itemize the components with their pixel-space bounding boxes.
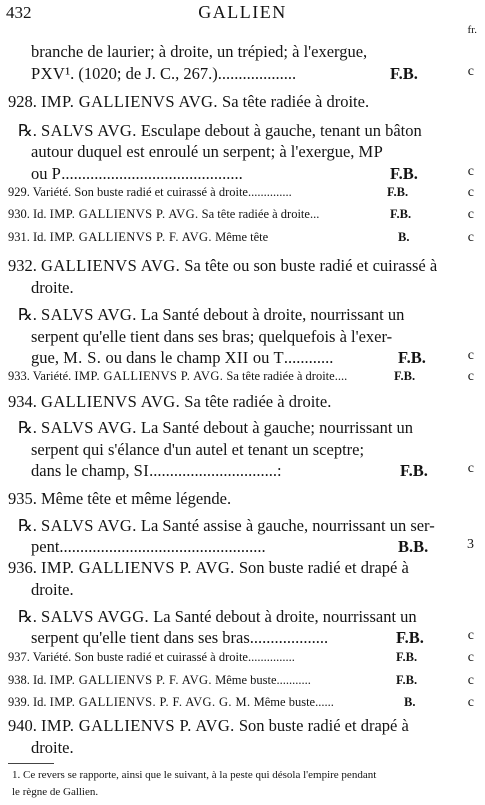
coin-legend: SALVS AVG. <box>41 121 137 140</box>
entry-text-part: Sa tête ou son buste radié et cuirassé à <box>180 256 438 275</box>
entry-text <box>18 121 422 141</box>
price-mark: c <box>467 695 474 710</box>
price-mark: 3 <box>467 537 474 552</box>
entry-text-part: droite. <box>31 738 74 757</box>
entry-text-part: Même buste...... <box>250 695 334 709</box>
coin-legend: T <box>273 348 284 367</box>
column-label: fr. <box>467 24 477 36</box>
coin-legend: M. S. <box>63 348 102 367</box>
entry-text-part: ou <box>31 164 52 183</box>
price-mark: c <box>467 650 474 665</box>
entry-text-part: Son buste radié et drapé à <box>234 716 409 735</box>
entry-text-part: 934. <box>8 392 41 411</box>
coin-legend: SALVS AVGG. <box>41 607 150 626</box>
value-grade: F.B. <box>400 461 428 480</box>
entry-text-part: 939. Id. <box>8 695 50 709</box>
entry-text <box>8 256 437 276</box>
entry-text-part: Même tête <box>211 230 269 244</box>
entry-text <box>31 278 74 298</box>
entry-text <box>8 185 292 200</box>
entry-text-part: autour duquel est enroulé un serpent; à l'exergue, <box>31 142 359 161</box>
price-mark: c <box>467 461 474 476</box>
value-grade: F.B. <box>396 673 418 687</box>
value-grade: F.B. <box>390 207 412 221</box>
coin-legend: IMP. GALLIENVS P. AVG. <box>74 369 224 383</box>
entry-text <box>31 348 333 368</box>
price-mark: c <box>467 230 474 245</box>
entry-text-part: 933. Variété. <box>8 369 75 383</box>
value-grade: B. <box>398 230 410 244</box>
value-grade: F.B. <box>390 164 418 183</box>
entry-text-part: ℞. <box>18 607 42 626</box>
entry-text <box>31 164 243 184</box>
entry-text <box>18 607 417 627</box>
price-mark: c <box>467 673 474 688</box>
coin-legend: IMP. GALLIENVS P. AVG. <box>49 207 199 221</box>
coin-legend: XII <box>224 348 249 367</box>
coin-legend: PXV <box>31 64 66 83</box>
entry-text <box>31 628 328 648</box>
entry-text <box>8 695 334 710</box>
entry-text <box>8 673 311 688</box>
coin-legend: SI <box>133 461 150 480</box>
value-grade: B.B. <box>398 537 429 556</box>
entry-text-part: ...............................: <box>149 461 282 480</box>
coin-legend: IMP. GALLIENVS P. AVG. <box>41 558 235 577</box>
entry-text-part: 928. <box>8 92 41 111</box>
footnote-separator <box>8 763 54 764</box>
entry-text-part: gue, <box>31 348 64 367</box>
coin-legend: SALVS AVG. <box>41 516 137 535</box>
entry-text-part: La Santé assise à gauche, nourrissant un ser- <box>136 516 435 535</box>
entry-text <box>31 64 296 84</box>
entry-text-part: ou dans le champ <box>101 348 225 367</box>
entry-text <box>8 92 369 112</box>
entry-text-part: ............ <box>283 348 334 367</box>
entry-text-part: 931. Id. <box>8 230 50 244</box>
price-mark: c <box>467 164 474 179</box>
entry-text-part: Son buste radié et drapé à <box>234 558 409 577</box>
value-grade: F.B. <box>396 628 424 647</box>
value-grade: F.B. <box>390 64 418 83</box>
coin-legend: GALLIENVS AVG. <box>41 392 181 411</box>
coin-legend: MP <box>358 142 384 161</box>
entry-text <box>8 207 319 222</box>
entry-text <box>31 461 282 481</box>
entry-text <box>8 489 231 509</box>
coin-legend: P <box>51 164 62 183</box>
coin-legend: IMP. GALLIENVS. P. F. AVG. G. M. <box>49 695 251 709</box>
entry-text <box>8 716 409 736</box>
entry-text-part: ℞. <box>18 121 42 140</box>
entry-text-part: ℞. <box>18 305 42 324</box>
coin-legend: IMP. GALLIENVS P. F. AVG. <box>49 230 212 244</box>
footnote-line: 1. Ce revers se rapporte, ainsi que le suivant, à la peste qui désola l'empire pendant <box>12 769 377 781</box>
entry-text-part: Sa tête radiée à droite. <box>180 392 332 411</box>
coin-legend: IMP. GALLIENVS AVG. <box>41 92 218 111</box>
entry-text-part: Sa tête radiée à droite. <box>217 92 370 111</box>
price-mark: c <box>467 64 474 79</box>
price-mark: c <box>467 369 474 384</box>
entry-text-part: 937. Variété. Son buste radié et cuirassé à droite............... <box>8 650 295 664</box>
entry-text-part: 930. Id. <box>8 207 50 221</box>
entry-text <box>8 369 347 384</box>
entry-text <box>18 305 404 325</box>
coin-legend: SALVS AVG. <box>41 418 137 437</box>
entry-text-part: 935. Même tête et même légende. <box>8 489 232 508</box>
value-grade: F.B. <box>394 369 416 383</box>
entry-text <box>8 392 331 412</box>
value-grade: F.B. <box>396 650 418 664</box>
entry-text <box>31 440 364 460</box>
entry-text-part: Sa tête radiée à droite... <box>198 207 320 221</box>
entry-text <box>31 142 383 162</box>
running-title: GALLIEN <box>198 2 287 22</box>
entry-text-part: pent.................................................. <box>31 537 266 556</box>
coin-legend: IMP. GALLIENVS P. F. AVG. <box>49 673 212 687</box>
footnote-line: le règne de Gallien. <box>12 786 99 798</box>
coin-legend: IMP. GALLIENVS P. AVG. <box>41 716 235 735</box>
price-mark: c <box>467 207 474 222</box>
price-mark: c <box>467 628 474 643</box>
entry-text-part: droite. <box>31 278 74 297</box>
entry-text-part: ℞. <box>18 516 42 535</box>
entry-text-part: serpent qui s'élance d'un autel et tenant un sceptre; <box>31 440 365 459</box>
entry-text-part: Même buste........... <box>211 673 311 687</box>
price-mark: c <box>467 185 474 200</box>
entry-text-part: La Santé debout à gauche; nourrissant un <box>136 418 414 437</box>
entry-text-part: serpent qu'elle tient dans ses bras; quelquefois à l'exer- <box>31 327 393 346</box>
entry-text <box>18 418 413 438</box>
entry-text-part: La Santé debout à droite, nourrissant un <box>149 607 417 626</box>
entry-text <box>31 327 392 347</box>
entry-text-part: 940. <box>8 716 41 735</box>
entry-text-part: La Santé debout à droite, nourrissant un <box>136 305 405 324</box>
entry-text-part: ¹. (1020; de J. C., 267.)................... <box>65 64 297 83</box>
entry-text <box>8 230 268 245</box>
entry-text <box>31 738 74 758</box>
entry-text-part: Sa tête radiée à droite.... <box>223 369 348 383</box>
entry-text-part: Esculape debout à gauche, tenant un bâton <box>136 121 422 140</box>
entry-text-part: ou <box>248 348 274 367</box>
entry-text <box>18 516 435 536</box>
coin-legend: GALLIENVS AVG. <box>41 256 181 275</box>
entry-text-part: 932. <box>8 256 41 275</box>
entry-text-part: serpent qu'elle tient dans ses bras................... <box>31 628 329 647</box>
entry-text <box>8 650 295 665</box>
entry-text-part: 936. <box>8 558 41 577</box>
coin-legend: SALVS AVG. <box>41 305 137 324</box>
entry-text-part: ℞. <box>18 418 42 437</box>
page-number: 432 <box>6 3 32 22</box>
entry-text <box>8 558 409 578</box>
value-grade: F.B. <box>398 348 426 367</box>
entry-text-part: branche de laurier; à droite, un trépied; à l'exergue, <box>31 42 368 61</box>
entry-text-part: ............................................ <box>61 164 243 183</box>
value-grade: F.B. <box>387 185 409 199</box>
entry-text-part: 929. Variété. Son buste radié et cuirassé à droite.............. <box>8 185 292 199</box>
price-mark: c <box>467 348 474 363</box>
entry-text <box>31 537 266 557</box>
value-grade: B. <box>404 695 416 709</box>
entry-text-part: droite. <box>31 580 74 599</box>
entry-text <box>31 42 367 62</box>
entry-text-part: dans le champ, <box>31 461 134 480</box>
entry-text-part: 938. Id. <box>8 673 50 687</box>
entry-text <box>31 580 74 600</box>
